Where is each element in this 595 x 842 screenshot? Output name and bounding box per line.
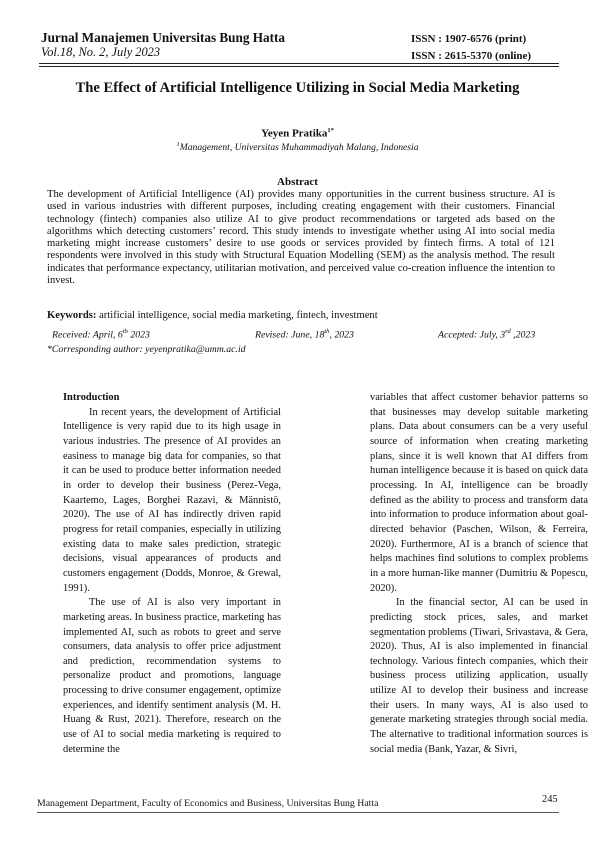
body-paragraph: In recent years, the development of Artificial Intelligence is very rapid due to its high usage in various industries. The presence of AI provides an easiness to manage big data for companies, so that it can be used to produce better information needed in order to develop their business (Perez-Vega, Kaartemo, Lages, Borghei Razavi, & Männistö, 2020). The use of AI has indirectly driven rapid progress for retail companies, especially in utilizing existing data to make sales prediction, strategic decisions, visual appearances of products and customers engagement (Dodds, Monroe, & Grewal, 1991). bbox=[63, 406, 281, 594]
left-column bbox=[63, 391, 281, 757]
header-rule-thin bbox=[39, 66, 559, 67]
abstract-text: The development of Artificial Intelligence (AI) provides many opportunities in the current business structure. AI is used in various industries with different purposes, including creating engagement with their customers. Financial technology (fintech) companies also utilize AI to give product recommendations or targeted ads based on the algorithms which detecting customers’ record. This study intends to investigate whether using AI into social media marketing might increase customers’ desire to use goods or services provided by fintech firms. A total of 121 respondents were involved in this study with Structural Equation Modelling (SEM) as the analysis method. The result indicates that performance expectancy, utilitarian motivation, and perceived value co-creation influence the intention to invest. bbox=[47, 189, 555, 287]
footer-institution: Management Department, Faculty of Economics and Business, Universitas Bung Hatta bbox=[37, 798, 379, 809]
page-number: 245 bbox=[542, 794, 558, 805]
body-paragraph: variables that affect customer behavior patterns so that businesses may develop suitable marketing plans. Data about consumers can be a very useful source of information when creating marketing plans, since it is well known that AI differs from human intelligence because it is based on quick data processing. In AI, intelligence can be broadly defined as the ability to process and transform data into information to produce information about goal-directed behavior (Paschen, Wilson, & Ferreira, 2020). Furthermore, AI is a branch of science that helps machines find solutions to complex problems in a more human-like manner (Dumitriu & Popescu, 2020). bbox=[370, 392, 588, 594]
issn-block bbox=[411, 31, 531, 64]
paper-title: The Effect of Artificial Intelligence Utilizing in Social Media Marketing bbox=[75, 80, 520, 96]
revised-prefix: Revised: June, 18 bbox=[255, 329, 325, 341]
header-rule-thick bbox=[39, 63, 559, 64]
affiliation-superscript: 1 bbox=[176, 141, 180, 148]
keywords-line bbox=[47, 310, 557, 321]
accepted-sup: rd bbox=[505, 328, 511, 335]
corresponding-author: *Corresponding author: yeyenpratika@umm.ac.id bbox=[47, 344, 246, 355]
accepted-prefix: Accepted: July, 3 bbox=[438, 329, 506, 341]
introduction-heading: Introduction bbox=[63, 392, 120, 403]
right-column bbox=[370, 391, 588, 757]
volume-issue: Vol.18, No. 2, July 2023 bbox=[41, 45, 161, 59]
author-line bbox=[30, 127, 565, 140]
journal-name: Jurnal Manajemen Universitas Bung Hatta bbox=[41, 30, 285, 45]
body-paragraph: The use of AI is also very important in marketing areas. In business practice, marketing has implemented AI, such as robots to greet and serve consumers, data analysis to offer price adjustment and prediction, recommendation systems to personalize product and promotions, language processing to drive consumer engagement, optimize experiences, and identify sentiment analysis (M. H. Huang & Rust, 2021). Therefore, research on the use of AI to social media marketing is required to determine the bbox=[63, 597, 281, 755]
affiliation: Management, Universitas Muhammadiyah Malang, Indonesia bbox=[179, 142, 419, 154]
revised-date bbox=[255, 328, 354, 340]
affiliation-line bbox=[30, 141, 565, 153]
footer-rule bbox=[37, 812, 559, 813]
issn-online: ISSN : 2615-5370 (online) bbox=[411, 49, 532, 62]
accepted-suffix: ,2023 bbox=[510, 329, 536, 341]
abstract-heading: Abstract bbox=[277, 176, 318, 188]
accepted-date bbox=[438, 328, 535, 340]
keywords-text: artificial intelligence, social media marketing, fintech, investment bbox=[96, 310, 378, 321]
issn-print: ISSN : 1907-6576 (print) bbox=[411, 33, 527, 45]
author-superscript: 1* bbox=[327, 127, 334, 134]
received-sup: th bbox=[122, 328, 128, 335]
body-paragraph: In the financial sector, AI can be used in predicting stock prices, sales, and market segmentation problems (Tiwari, Srivastava, & Gera, 2020). Thus, AI is also implemented in financial technology. Various fintech companies, which their business process utilizing application, usually utilize AI to develop their business and increase their users. In many ways, AI is also used to generate marketing strategies through social media. The alternative to traditional information sources is social media (Bank, Yazar, & Sivri, bbox=[370, 597, 588, 755]
revised-sup: th bbox=[324, 328, 330, 335]
journal-header bbox=[41, 30, 285, 60]
received-prefix: Received: April, 6 bbox=[52, 329, 123, 341]
author-name: Yeyen Pratika bbox=[261, 127, 328, 140]
received-date bbox=[52, 328, 150, 340]
revised-suffix: , 2023 bbox=[329, 329, 354, 341]
keywords-label: Keywords: bbox=[47, 310, 97, 321]
received-suffix: 2023 bbox=[127, 329, 150, 341]
